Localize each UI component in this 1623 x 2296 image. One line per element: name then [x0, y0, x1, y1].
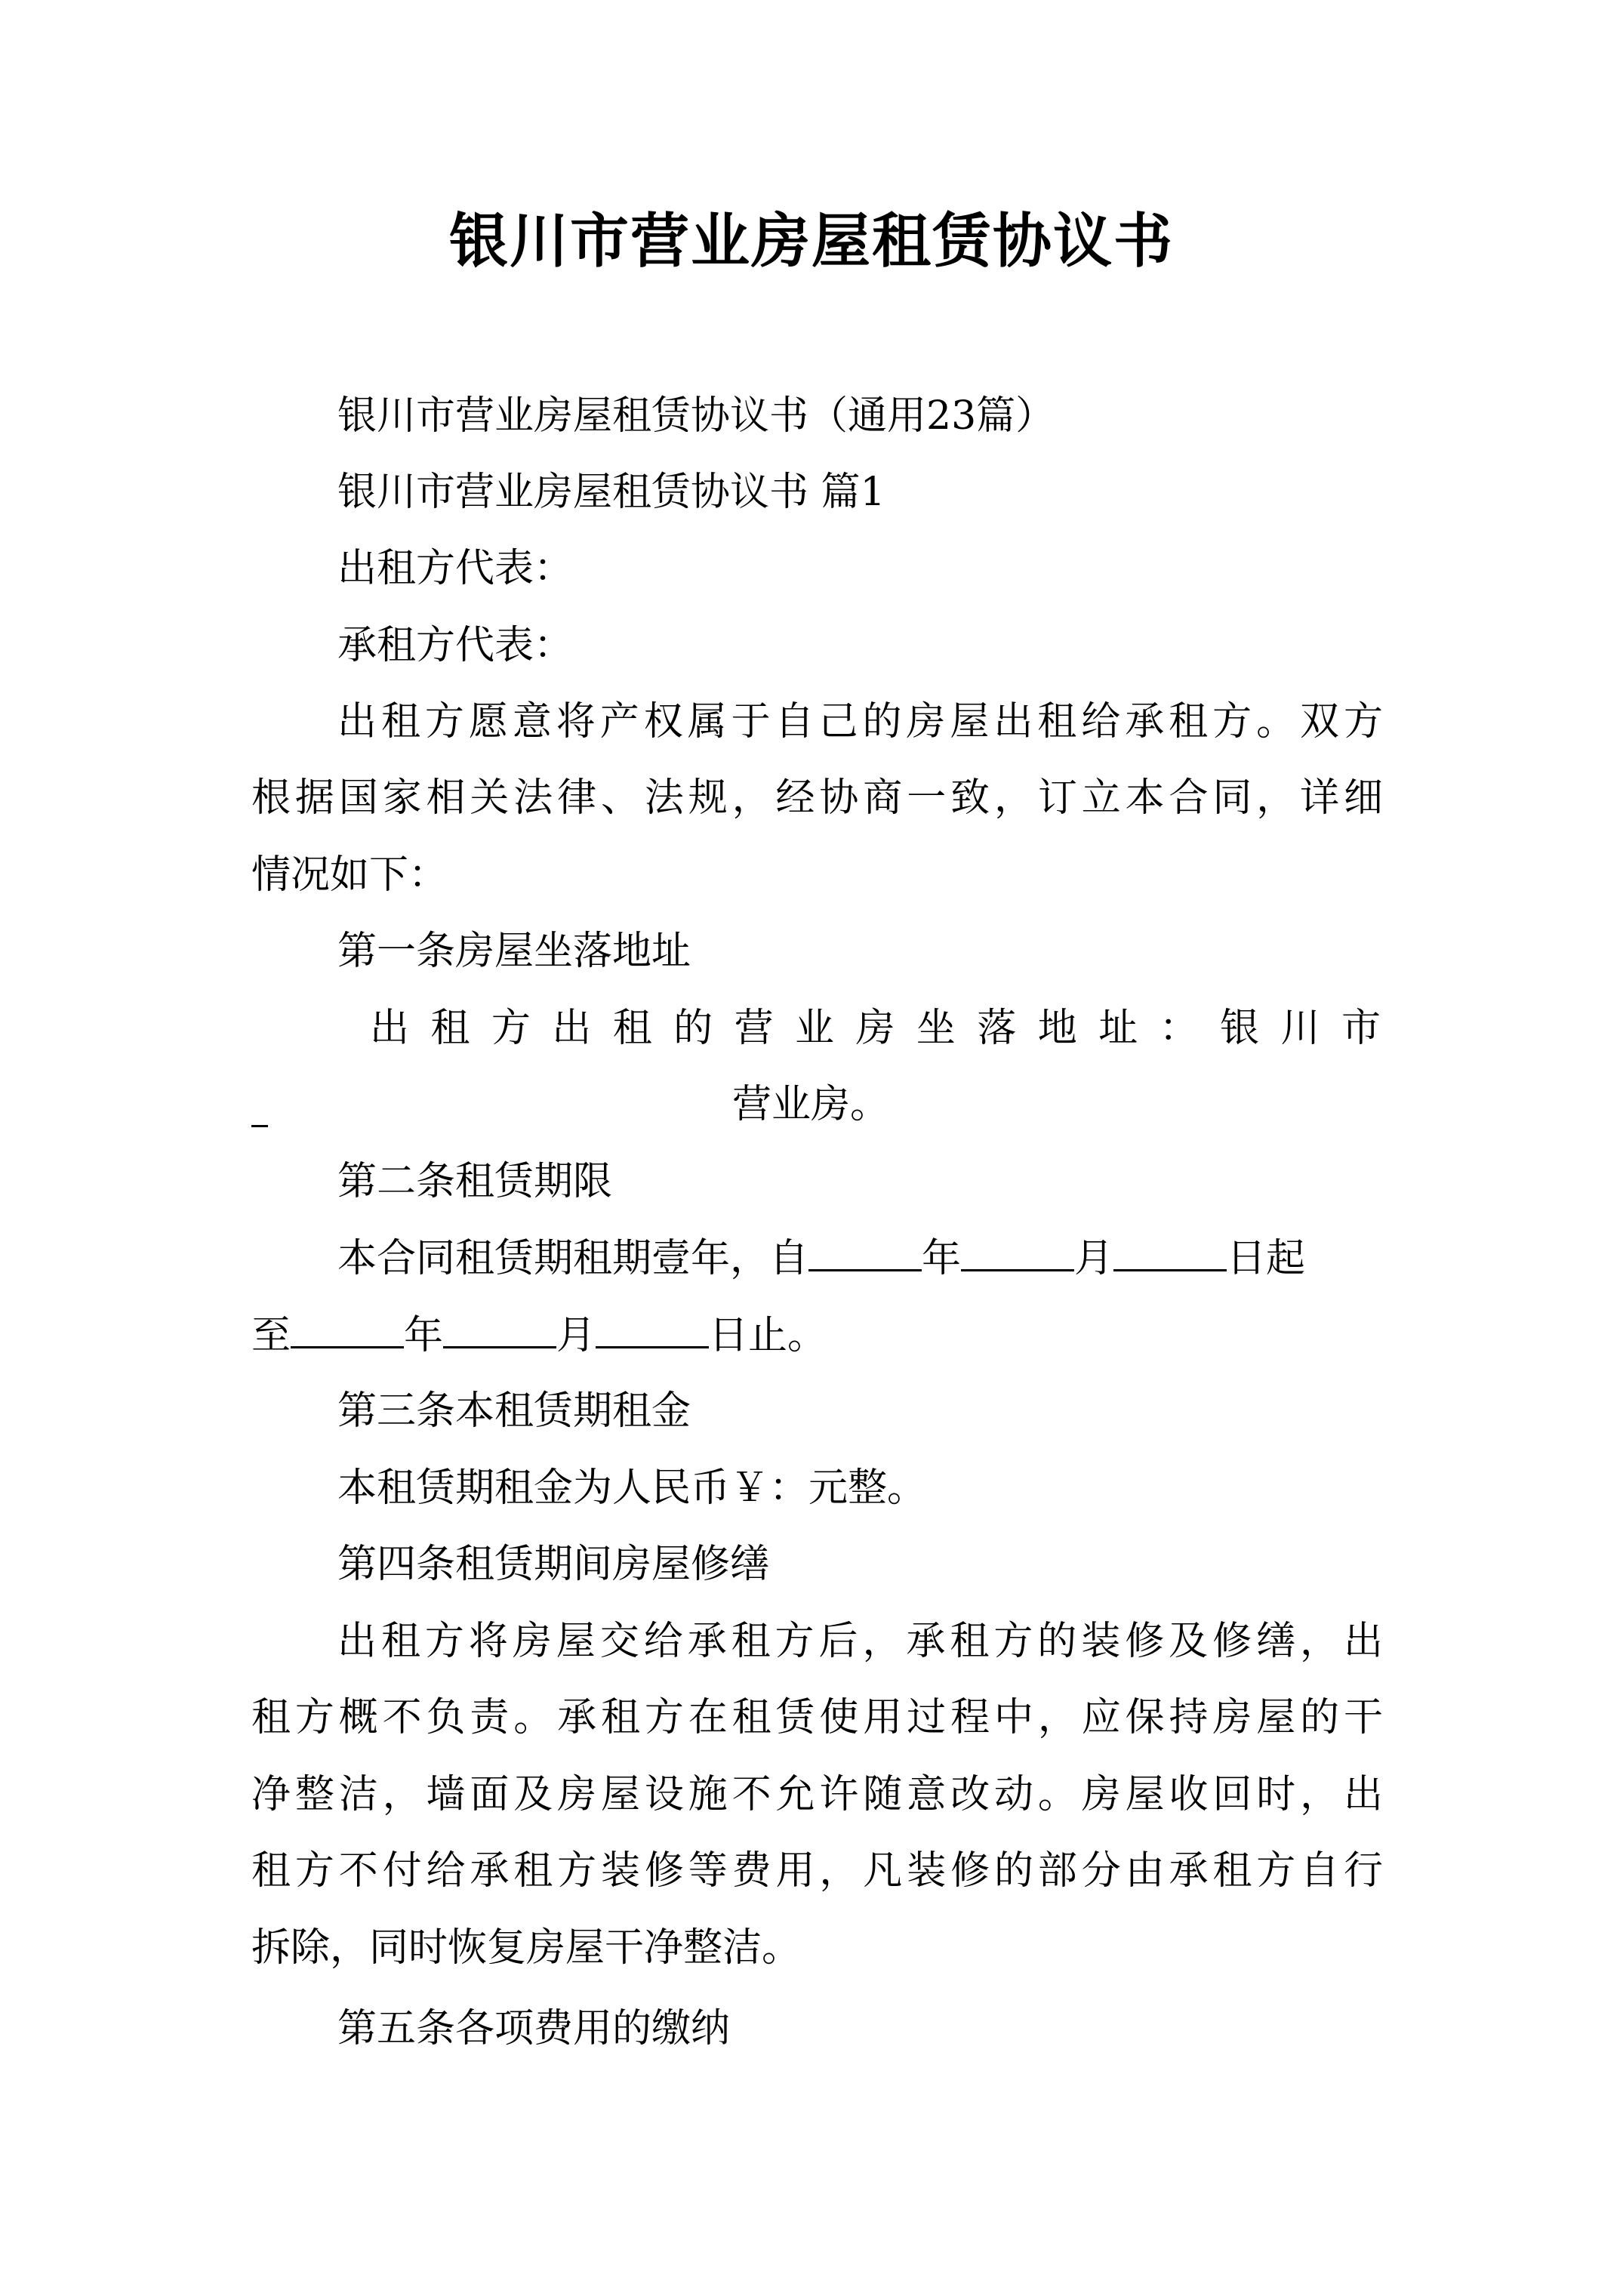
- blank-field: [1113, 1231, 1227, 1271]
- article-heading-2: 第二条租赁期限: [337, 1159, 613, 1204]
- blank-field: [808, 1231, 922, 1271]
- lease-term-line-end: [251, 1308, 827, 1362]
- blank-field: [596, 1308, 709, 1348]
- text-span: 本合同租赁期租期壹年，自: [337, 1236, 809, 1281]
- lessor-representative-label: 出租方代表：: [337, 546, 574, 591]
- paragraph-line: 营业房。: [732, 1082, 890, 1127]
- blank-field: [961, 1231, 1074, 1271]
- document-title: 银川市营业房屋租赁协议书: [448, 207, 1174, 276]
- paragraph-line: 根据国家相关法律、法规，经协商一致，订立本合同，详细: [251, 775, 1384, 821]
- blank-dash: [251, 1125, 268, 1127]
- text-span: 月: [556, 1313, 596, 1358]
- text-span: 年: [922, 1236, 962, 1281]
- section-heading-1: 银川市营业房屋租赁协议书 篇1: [337, 470, 885, 515]
- paragraph-line: 出租方出租的营业房坐落地址：银川市: [370, 1006, 1384, 1051]
- paragraph-line: 出租方将房屋交给承租方后，承租方的装修及修缮，出: [337, 1619, 1384, 1664]
- paragraph-line: 情况如下：: [251, 852, 448, 898]
- blank-field: [443, 1308, 556, 1348]
- subtitle-line: 银川市营业房屋租赁协议书（通用23篇）: [337, 393, 1055, 439]
- text-span: 月: [1074, 1236, 1114, 1281]
- article-heading-5: 第五条各项费用的缴纳: [337, 2006, 731, 2051]
- paragraph-line: 本租赁期租金为人民币￥：元整。: [337, 1465, 927, 1511]
- paragraph-line: 出租方愿意将产权属于自己的房屋出租给承租方。双方: [337, 699, 1384, 744]
- text-span: 年: [404, 1313, 444, 1358]
- text-span: 日起: [1227, 1236, 1306, 1281]
- paragraph-line: 净整洁，墙面及房屋设施不允许随意改动。房屋收回时，出: [251, 1772, 1384, 1817]
- paragraph-line: 拆除，同时恢复房屋干净整洁。: [251, 1925, 802, 1971]
- text-span: 至: [251, 1313, 291, 1358]
- lease-term-line-start: [337, 1231, 1305, 1285]
- paragraph-line: 租方不付给承租方装修等费用，凡装修的部分由承租方自行: [251, 1848, 1384, 1894]
- paragraph-line: 租方概不负责。承租方在租赁使用过程中，应保持房屋的干: [251, 1695, 1384, 1740]
- lessee-representative-label: 承租方代表：: [337, 623, 574, 668]
- blank-field: [291, 1308, 404, 1348]
- article-heading-3: 第三条本租赁期租金: [337, 1388, 691, 1434]
- text-span: 日止。: [709, 1313, 827, 1358]
- article-heading-1: 第一条房屋坐落地址: [337, 929, 691, 974]
- article-heading-4: 第四条租赁期间房屋修缮: [337, 1542, 770, 1587]
